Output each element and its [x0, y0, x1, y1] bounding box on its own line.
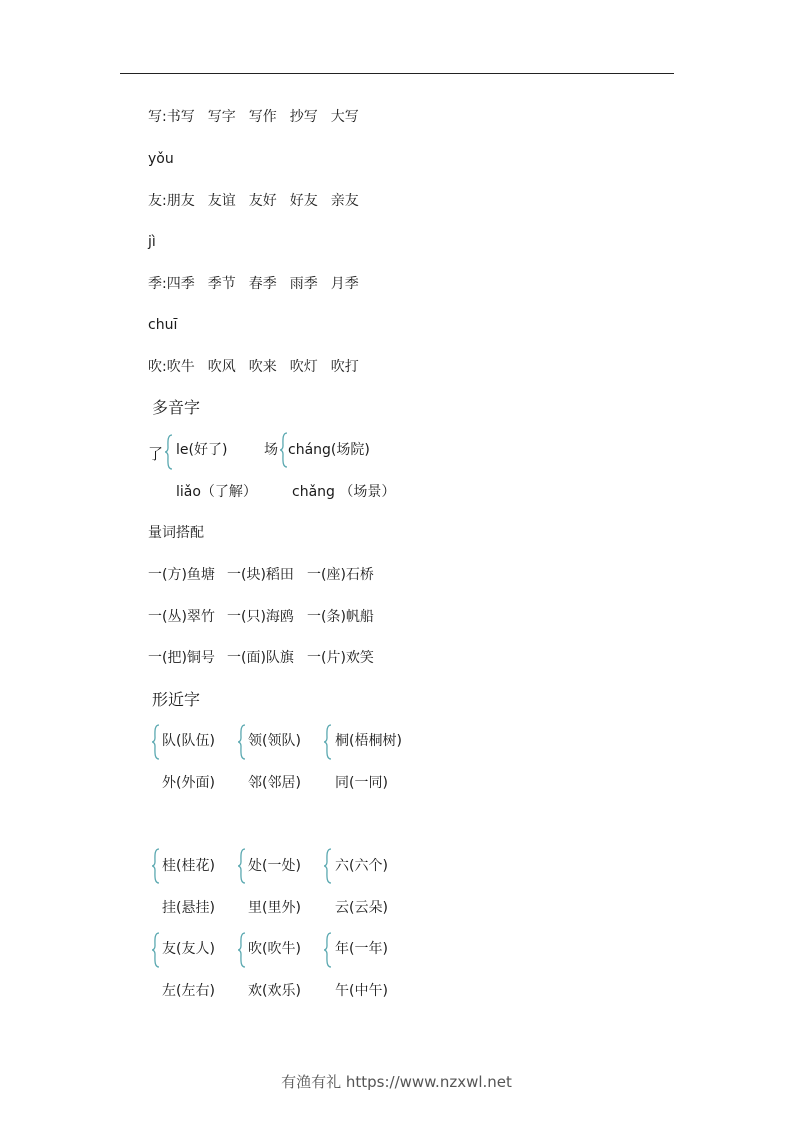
word-head: 写:: [148, 109, 167, 125]
similar-top: 六(六个): [335, 858, 388, 874]
word-head: 季:: [148, 276, 167, 292]
similar-bottom: 午(中午): [335, 983, 388, 999]
word-line-chui: [148, 358, 372, 376]
brace-icon: [151, 848, 160, 884]
pinyin-ji: jì: [148, 234, 156, 250]
word-item: 季节: [207, 276, 236, 292]
word-item: 吹灯: [289, 359, 318, 375]
word-item: 好友: [289, 193, 318, 209]
word-line-you: [148, 192, 372, 210]
measure-item: 一(面)队旗: [227, 650, 294, 666]
word-item: 四季: [166, 276, 195, 292]
word-item: 友谊: [207, 193, 236, 209]
brace-icon: [151, 932, 160, 968]
word-item: 写作: [248, 109, 277, 125]
similar-top: 桐(梧桐树): [335, 733, 402, 749]
word-head: 吹:: [148, 359, 167, 375]
brace-icon: [237, 724, 246, 760]
word-item: 春季: [248, 276, 277, 292]
measure-item: 一(只)海鸥: [227, 609, 294, 625]
word-item: 抄写: [289, 109, 318, 125]
word-item: 雨季: [289, 276, 318, 292]
polyphonic-chang-top: cháng(场院): [288, 442, 370, 458]
similar-bottom: 邻(邻居): [248, 775, 301, 791]
section-title-measure: 量词搭配: [148, 525, 204, 541]
polyphonic-chang-bottom: chǎng （场景）: [292, 484, 396, 500]
pinyin-chui: chuī: [148, 317, 178, 333]
similar-bottom: 外(外面): [162, 775, 215, 791]
word-item: 朋友: [166, 193, 195, 209]
similar-top: 队(队伍): [162, 733, 215, 749]
word-item: 大写: [330, 109, 359, 125]
brace-icon: [237, 848, 246, 884]
similar-bottom: 欢(欢乐): [248, 983, 301, 999]
section-title-similar: 形近字: [152, 690, 201, 709]
similar-bottom: 云(云朵): [335, 900, 388, 916]
measure-item: 一(块)稻田: [227, 567, 294, 583]
measure-item: 一(座)石桥: [307, 567, 374, 583]
similar-top: 桂(桂花): [162, 858, 215, 874]
polyphonic-char-chang: 场: [264, 442, 278, 458]
similar-bottom: 里(里外): [248, 900, 301, 916]
similar-top: 吹(吹牛): [248, 941, 301, 957]
polyphonic-le-top: le(好了): [176, 442, 228, 458]
measure-item: 一(片)欢笑: [307, 650, 374, 666]
word-item: 吹风: [207, 359, 236, 375]
word-item: 书写: [166, 109, 195, 125]
word-head: 友:: [148, 193, 167, 209]
word-line-ji: [148, 275, 372, 293]
word-item: 亲友: [330, 193, 359, 209]
word-item: 月季: [330, 276, 359, 292]
section-title-polyphonic: 多音字: [152, 398, 201, 417]
brace-icon: [151, 724, 160, 760]
word-item: 写字: [207, 109, 236, 125]
footer-watermark: 有渔有礼 https://www.nzxwl.net: [281, 1073, 512, 1091]
polyphonic-char-le: 了: [148, 445, 164, 463]
brace-icon: [164, 434, 173, 470]
polyphonic-le-bottom: liǎo（了解）: [176, 484, 257, 500]
measure-item: 一(把)铜号: [148, 650, 215, 666]
brace-icon: [323, 724, 332, 760]
pinyin-you: yǒu: [148, 151, 174, 167]
word-line-xie: [148, 108, 372, 126]
similar-bottom: 左(左右): [162, 983, 215, 999]
similar-top: 友(友人): [162, 941, 215, 957]
measure-item: 一(条)帆船: [307, 609, 374, 625]
similar-top: 领(领队): [248, 733, 301, 749]
word-item: 吹来: [248, 359, 277, 375]
word-item: 吹打: [330, 359, 359, 375]
similar-bottom: 挂(悬挂): [162, 900, 215, 916]
brace-icon: [237, 932, 246, 968]
header-rule: [120, 73, 674, 74]
measure-item: 一(丛)翠竹: [148, 609, 215, 625]
brace-icon: [323, 932, 332, 968]
similar-bottom: 同(一同): [335, 775, 388, 791]
similar-top: 处(一处): [248, 858, 301, 874]
brace-icon: [323, 848, 332, 884]
measure-item: 一(方)鱼塘: [148, 567, 215, 583]
similar-top: 年(一年): [335, 941, 388, 957]
word-item: 友好: [248, 193, 277, 209]
brace-icon: [279, 432, 288, 468]
word-item: 吹牛: [166, 359, 195, 375]
